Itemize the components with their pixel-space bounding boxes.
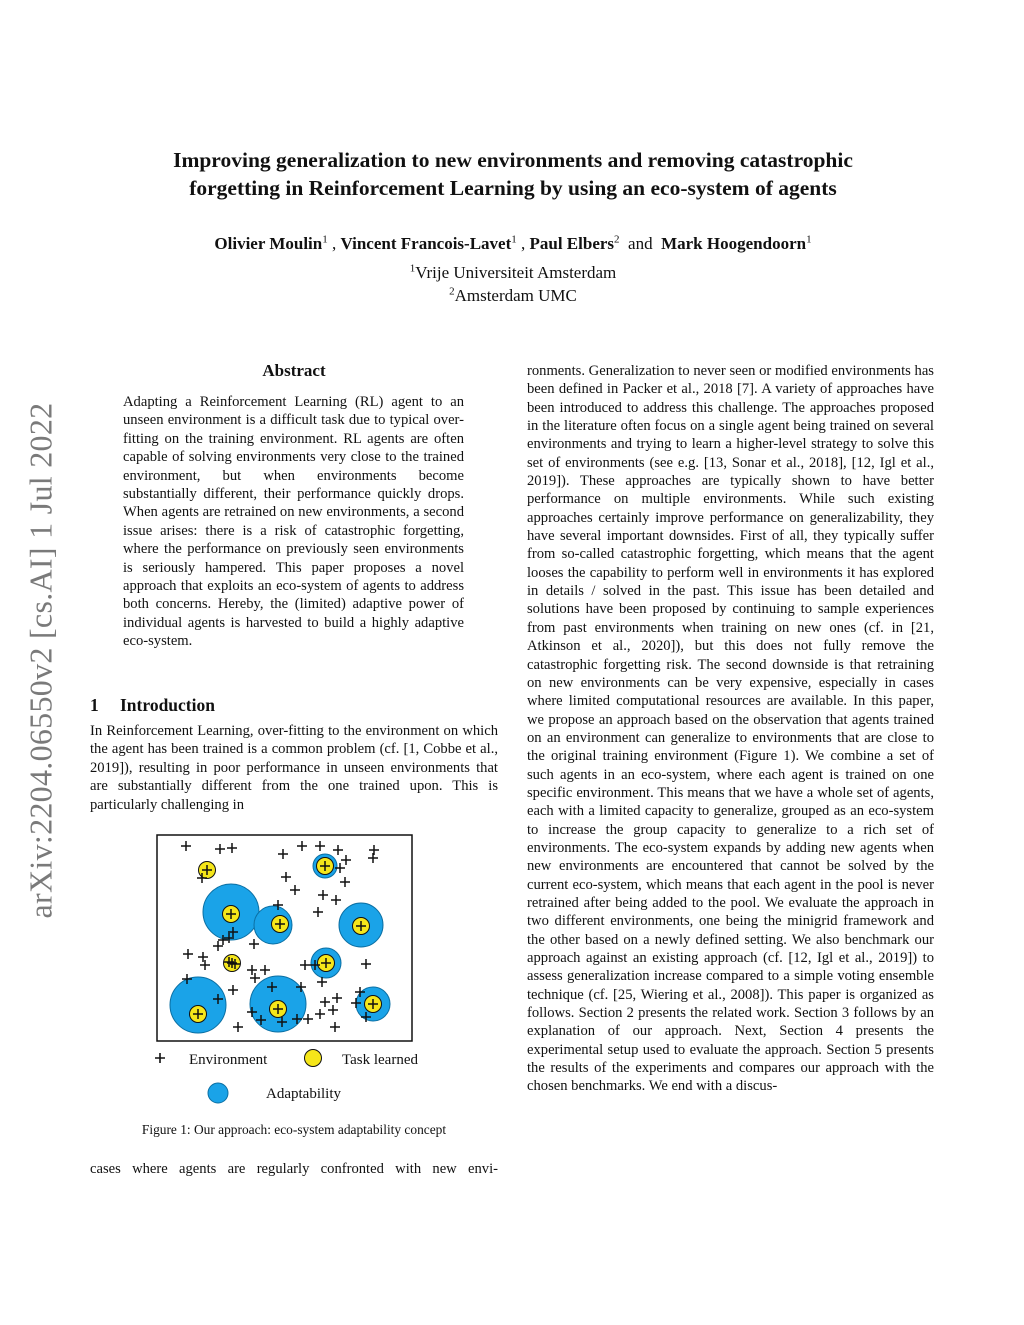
environment-plus — [320, 997, 330, 1007]
environment-plus — [249, 939, 259, 949]
author-separator: and — [628, 234, 653, 253]
environment-plus — [315, 841, 325, 851]
author-separator: , — [521, 234, 526, 253]
environment-plus — [260, 965, 270, 975]
environment-plus — [228, 985, 238, 995]
arxiv-identifier — [16, 380, 66, 940]
adaptability-circle-icon — [208, 1083, 228, 1103]
environment-plus — [181, 841, 191, 851]
legend-task — [305, 1050, 419, 1069]
author-name: Vincent Francois-Lavet — [340, 234, 512, 253]
title-line-2: forgetting in Reinforcement Learning by using an eco-system of agents — [189, 176, 837, 200]
environment-plus — [331, 895, 341, 905]
affiliation — [100, 262, 926, 284]
figure-1 — [150, 832, 440, 1112]
environment-plus — [330, 1022, 340, 1032]
environment-plus — [315, 1009, 325, 1019]
environment-plus — [318, 890, 328, 900]
figure-diagram — [150, 832, 440, 1112]
author-list — [100, 232, 926, 256]
environment-plus — [281, 872, 291, 882]
environment-plus — [278, 849, 288, 859]
environment-plus — [341, 855, 351, 865]
section-number: 1 — [90, 695, 99, 715]
environment-plus — [340, 877, 350, 887]
environment-plus — [213, 941, 223, 951]
environment-plus — [227, 843, 237, 853]
author-affil-mark: 1 — [322, 233, 328, 246]
title-line-1: Improving generalization to new environments and removing catastrophic — [173, 148, 853, 172]
affiliation-mark: 2 — [449, 285, 455, 298]
author-separator: , — [331, 234, 337, 253]
affiliation-name: Amsterdam UMC — [454, 286, 577, 305]
environment-plus — [300, 960, 310, 970]
figure-caption: Figure 1: Our approach: eco-system adaptability concept — [141, 1122, 447, 1137]
legend-adaptability-label: Adaptability — [266, 1086, 341, 1102]
environment-plus — [198, 952, 208, 962]
environment-plus — [328, 1005, 338, 1015]
environment-plus — [297, 841, 307, 851]
environment-plus — [200, 960, 210, 970]
legend-environment-label: Environment — [189, 1052, 268, 1068]
section-title: Introduction — [120, 695, 215, 715]
section-heading — [90, 695, 498, 716]
legend-adaptability — [208, 1083, 341, 1103]
abstract-heading: Abstract — [262, 361, 326, 380]
affiliation-mark: 1 — [409, 262, 416, 275]
environment-plus — [215, 844, 225, 854]
plus-icon — [155, 1053, 165, 1063]
intro-continuation: cases where agents are regularly confronted with new envi- — [90, 1161, 498, 1177]
author-name: Olivier Moulin — [214, 234, 323, 253]
environment-plus — [303, 1014, 313, 1024]
author-affil-mark: 1 — [511, 233, 517, 246]
environment-plus — [361, 959, 371, 969]
author-name: Mark Hoogendoorn — [661, 234, 807, 253]
environment-plus — [333, 845, 343, 855]
abstract-body: Adapting a Reinforcement Learning (RL) agent to an unseen environment is a difficult task due to typical over-fitting on the training environment. RL agents are often capable of solving environments very close to the trained environment, but when environments become substantially different, their performance quickly drops. When agents are retrained on new environments, a second issue arises: there is a risk of catastrophic forgetting, where the performance on previously seen environments is seriously hampered. This paper proposes a novel approach that exploits an eco-system of agents to address both concerns. Hereby, the (limited) adaptive power of individual agents is harvested to build a highly adaptive eco-system. — [123, 394, 464, 650]
arxiv-id-text: arXiv:2204.06550v2 [cs.AI] 1 Jul 2022 — [22, 402, 59, 918]
environment-plus — [369, 845, 379, 855]
environment-plus — [233, 1022, 243, 1032]
environment-plus — [183, 949, 193, 959]
author-affil-mark: 2 — [614, 233, 620, 246]
environment-plus — [332, 993, 342, 1003]
author-name: Paul Elbers — [529, 234, 615, 253]
right-column-text: ronments. Generalization to never seen or modified environments has been defined in Packer et al., 2018 [7]. A variety of approaches have been introduced to address this challenge. The approaches proposed in the literature often focus on a single agent being trained on several environments and trying to learn a higher-level strategy to solve this set of environments (see e.g. [13, Sonar et al., 2018], [12, Igl et al., 2019]). These approaches are typically shown to have better performance on multiple environments. While such existing approaches certainly improve performance on generalizability, they have several important downsides. First of all, they typically suffer from so-called catastrophic forgetting, which means that the agent looses the capability to perform well in environments it has explored in details / solved in the past. This issue has been detailed and solutions have been proposed by continuing to sample experiences from past environments when training on new ones (cf. in [21, Atkinson et al., 2020]), but this does not fully remove the catastrophic forgetting risk. The second downside is that retraining on new environments can be very expensive, especially in cases where limited computational resources are available. In this paper, we propose an approach based on the observation that agents trained on an environment can generalize to environments that are close to the original training environment (Figure 1). We combine a set of such agents in an eco-system, where each agent is trained on one specific environment. This means that we have a whole set of agents, each with a limited capacity to generalize, grouped as an eco-system to increase the group capacity to generalize to a rich set of environments. The eco-system expands by adding new agents when new environments are encountered that cannot be solved by the current eco-system, which means that each agent in the pool is never retrained after being added to the pool. We evaluate the approach in two different environments, one being the minigrid framework and the other based on a newly defined setting. We also benchmark our approach against an existing approach (cf. [12, Igl et al., 2019]) to assess generalization increase compared to a simple voting ensemble technique (cf. [25, Wiering et al., 2008]). This paper is organized as follows. Section 2 presents the related work. Section 3 follows by an explanation of our approach. Next, Section 4 presents the experimental setup used to evaluate the approach. Section 5 presents the results of the experiments and compares our approach with the chosen benchmarks. We end with a discus- — [527, 363, 934, 1095]
legend-task-label: Task learned — [342, 1052, 418, 1068]
environment-plus — [313, 907, 323, 917]
environment-plus — [317, 977, 327, 987]
task-dot-icon — [305, 1050, 322, 1067]
affiliation-name: Vrije Universiteit Amsterdam — [415, 263, 617, 282]
intro-paragraph: In Reinforcement Learning, over-fitting to the environment on which the agent has been trained is a common problem (cf. [1, Cobbe et al., 2019]), resulting in poor performance in unseen environments that are substantially different from the one trained upon. This is particularly challenging in — [90, 723, 498, 813]
environment-plus — [368, 853, 378, 863]
affiliation — [100, 285, 926, 307]
paper-title — [100, 146, 926, 202]
author-affil-mark: 1 — [806, 233, 812, 246]
legend-environment — [155, 1052, 268, 1068]
environment-plus — [290, 885, 300, 895]
